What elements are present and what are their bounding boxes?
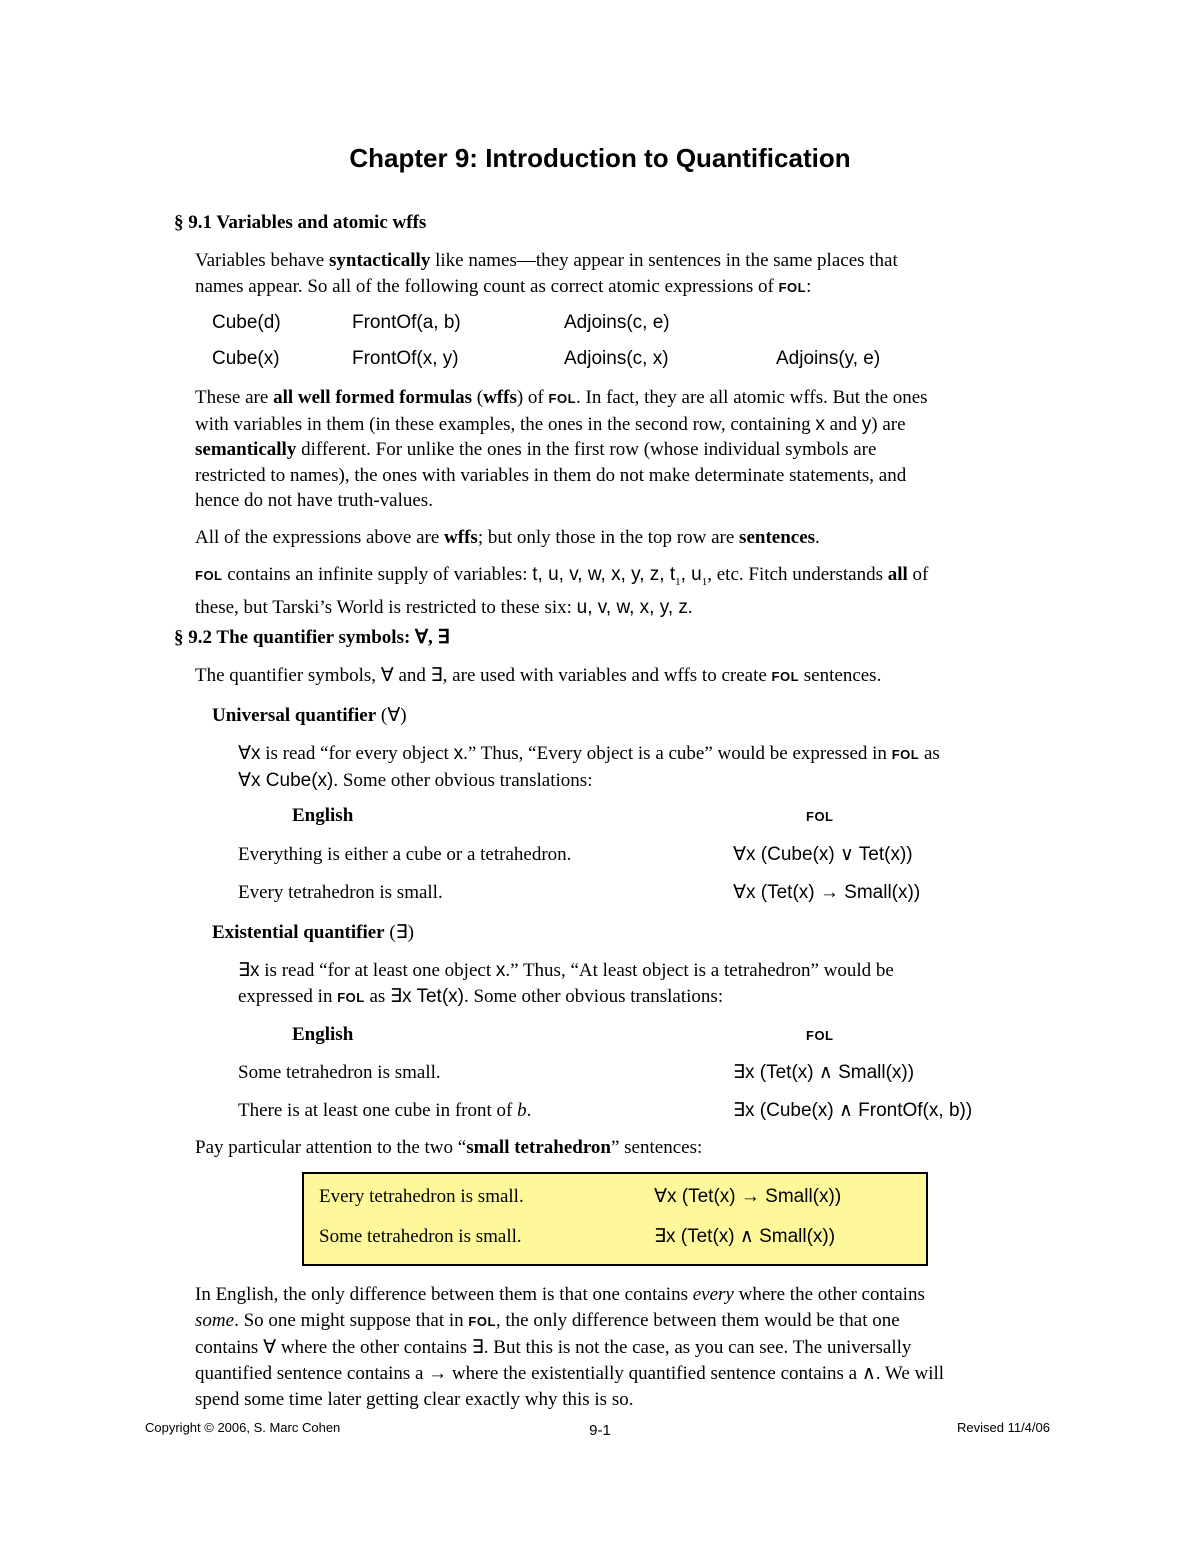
atomic-expr-adjoins-ye: Adjoins(y, e) (776, 348, 881, 369)
footer-copyright: Copyright © 2006, S. Marc Cohen (145, 1420, 341, 1435)
attention-line: Pay particular attention to the two “small tetrahedron” sentences: (195, 1137, 703, 1158)
footer-revised: Revised 11/4/06 (957, 1420, 1050, 1435)
exist-row-fol: ∃x (Cube(x) ∧ FrontOf(x, b)) (733, 1100, 973, 1121)
page-title: Chapter 9: Introduction to Quantification (349, 143, 851, 173)
exist-col-english: English (292, 1024, 354, 1045)
atomic-expr-frontof-xy: FrontOf(x, y) (352, 348, 459, 369)
sentences-paragraph: All of the expressions above are wffs; but only those in the top row are sentences. (195, 527, 820, 548)
section-heading-9-1: § 9.1 Variables and atomic wffs (174, 212, 427, 233)
univ-row-english: Every tetrahedron is small. (238, 882, 443, 903)
atomic-expr-frontof-ab: FrontOf(a, b) (352, 312, 461, 333)
final-paragraph: In English, the only difference between them is that one contains every where the other contains some. So one might suppose that in FOL, the only difference between them would be that one contains ∀ where the other contains ∃. But this is not the case, as you can see. The universally quantified sentence contains a → where the existentially quantified sentence contains a ∧. We will spend some time later getting clear exactly why this is so. (195, 1284, 945, 1410)
variables-paragraph: FOL contains an infinite supply of variables: t, u, v, w, x, y, z, $t_1$, $u_1$, etc. Fitch understands all of these, but Tarski’s World is restricted to these six: u, v, w, x, y, z. (195, 564, 929, 619)
box-row-fol: ∀x (Tet(x) → Small(x)) (654, 1186, 842, 1207)
univ-row-fol: ∀x (Cube(x) ∨ Tet(x)) (733, 844, 913, 865)
atomic-expr-adjoins-cx: Adjoins(c, x) (564, 348, 669, 369)
box-row-fol: ∃x (Tet(x) ∧ Small(x)) (654, 1226, 836, 1247)
existential-heading: Existential quantifier (∃) (212, 922, 415, 943)
exist-row-fol: ∃x (Tet(x) ∧ Small(x)) (733, 1062, 915, 1083)
comparison-box (302, 1172, 928, 1266)
univ-row-english: Everything is either a cube or a tetrahedron. (238, 844, 572, 865)
univ-col-english: English (292, 805, 354, 826)
universal-paragraph: ∀x is read “for every object x.” Thus, “Every object is a cube” would be expressed in FOL as ∀x Cube(x). Some other obvious translations: (238, 743, 940, 791)
univ-row-fol: ∀x (Tet(x) → Small(x)) (733, 882, 921, 903)
intro-paragraph: Variables behave syntactically like names—they appear in sentences in the same places that names appear. So all of the following count as correct atomic expressions of FOL: (195, 250, 898, 297)
box-row-english: Some tetrahedron is small. (319, 1226, 522, 1247)
atomic-expr-adjoins-ce: Adjoins(c, e) (564, 312, 670, 333)
existential-paragraph: ∃x is read “for at least one object x.” Thus, “At least object is a tetrahedron” would be expressed in FOL as ∃x Tet(x). Some other obvious translations: (238, 960, 894, 1007)
wffs-paragraph: These are all well formed formulas (wffs) of FOL. In fact, they are all atomic wffs. But the ones with variables in them (in these examples, the ones in the second row, containing x and y) are semantically different. For unlike the ones in the first row (whose individual symbols are restricted to names), the ones with variables in them do not make determinate statements, and hence do not have truth-values. (195, 387, 928, 511)
exist-row-english: There is at least one cube in front of b. (238, 1100, 532, 1121)
universal-heading: Universal quantifier (∀) (212, 705, 407, 726)
atomic-expr-cube-x: Cube(x) (212, 348, 280, 369)
quantifier-intro: The quantifier symbols, ∀ and ∃, are used with variables and wffs to create FOL sentences. (195, 665, 882, 686)
section-heading-9-2: § 9.2 The quantifier symbols: ∀, ∃ (174, 627, 450, 648)
footer-page-number: 9-1 (589, 1422, 611, 1439)
atomic-expr-cube-d: Cube(d) (212, 312, 281, 333)
univ-col-fol: FOL (806, 809, 834, 824)
exist-col-fol: FOL (806, 1028, 834, 1043)
box-row-english: Every tetrahedron is small. (319, 1186, 524, 1207)
exist-row-english: Some tetrahedron is small. (238, 1062, 441, 1083)
